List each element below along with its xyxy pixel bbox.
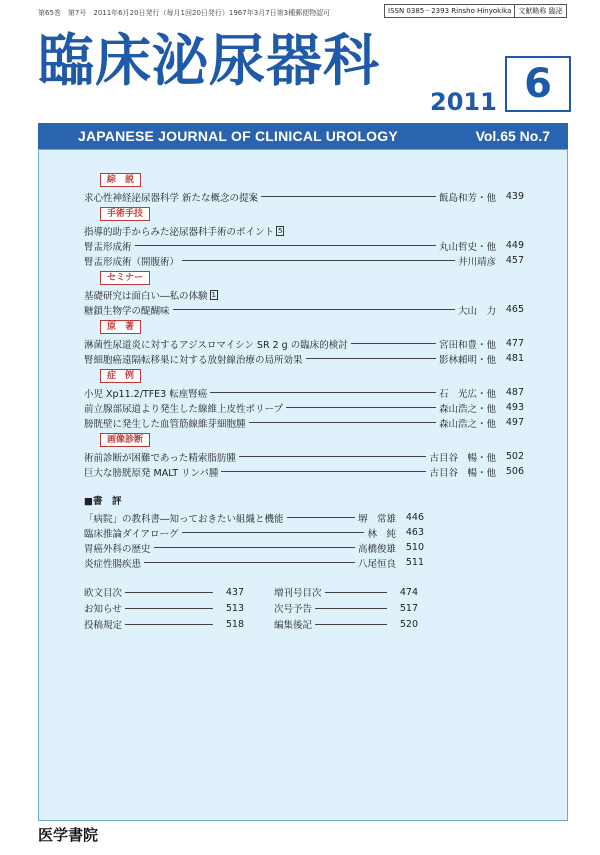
issue-number: 6 <box>505 56 571 112</box>
leader-line <box>173 309 455 310</box>
entry-page: 437 <box>225 586 244 598</box>
entry-page: 457 <box>505 255 524 266</box>
toc-entry[interactable] <box>84 336 524 351</box>
toc-entry[interactable] <box>84 253 524 268</box>
entry-title: 胃癌外科の歴史 <box>84 543 151 555</box>
entry-author: 森山浩之・他 <box>438 403 496 415</box>
leader-line <box>125 592 213 593</box>
entry-page: 439 <box>505 191 524 202</box>
entry-author: 飯島和芳・他 <box>438 192 496 204</box>
leader-line <box>210 392 436 393</box>
entry-author: 古目谷 暢・他 <box>429 452 496 464</box>
publisher-name: 医学書院 <box>38 826 99 844</box>
entry-title: 腎盂形成術（開腹術） <box>84 256 180 268</box>
entry-title: 求心性神経泌尿器科学 新たな概念の提案 <box>84 192 259 204</box>
entry-page: 502 <box>505 451 524 462</box>
leader-line <box>286 407 436 408</box>
entry-author: 堺 常雄 <box>357 513 396 525</box>
entry-title: 腎細胞癌遠隔転移巣に対する放射線治療の局所効果 <box>84 354 303 366</box>
leader-line <box>239 456 427 457</box>
toc-entry[interactable] <box>84 223 524 238</box>
section-label: 綜 説 <box>100 173 141 187</box>
entry-author: 石 光広・他 <box>438 388 496 400</box>
entry-title: 巨大な膀胱原発 MALT リンパ腫 <box>84 467 219 479</box>
toc-entry[interactable] <box>84 238 524 253</box>
entry-title: 臨床推論ダイアローグ <box>84 528 179 540</box>
leader-line <box>182 260 455 261</box>
leader-line <box>125 608 213 609</box>
entry-title: 投稿規定 <box>84 620 123 631</box>
title-band <box>38 123 568 149</box>
year: 2011 <box>430 88 497 116</box>
entry-page: 510 <box>405 542 424 553</box>
section-label: セミナー <box>100 271 150 285</box>
entry-author: 丸山哲史・他 <box>438 241 496 253</box>
entry-title: お知らせ <box>84 604 122 615</box>
entry-page: 481 <box>505 353 524 364</box>
toc-entry[interactable] <box>84 540 424 555</box>
entry-page: 474 <box>399 586 418 598</box>
entry-title: 術前診断が困難であった精索脂肪腫 <box>84 452 236 464</box>
toc-entry[interactable] <box>84 415 524 430</box>
toc-entry[interactable] <box>274 616 418 632</box>
entry-page: 487 <box>505 387 524 398</box>
publication-info: 第65巻 第7号 2011年6月20日発行（毎月1回20日発行）1967年3月7日第3種郵便物認可 <box>38 9 331 17</box>
index-left <box>84 584 244 632</box>
entry-author: 宮田和豊・他 <box>438 339 496 351</box>
entry-page: 520 <box>399 618 418 630</box>
section-label: 画像診断 <box>100 433 150 447</box>
english-title: JAPANESE JOURNAL OF CLINICAL UROLOGY <box>78 128 398 144</box>
toc-entry[interactable] <box>84 616 244 632</box>
leader-line <box>315 624 387 625</box>
book-review <box>84 493 424 570</box>
section-label: 手術手技 <box>100 207 150 221</box>
leader-line <box>249 422 436 423</box>
entry-page: 506 <box>505 466 524 477</box>
entry-author: 林 純 <box>367 528 396 540</box>
entry-title: 次号予告 <box>274 604 313 615</box>
entry-author: 森山浩之・他 <box>438 418 496 430</box>
entry-page: 463 <box>405 527 424 538</box>
leader-line <box>135 245 436 246</box>
index-right <box>274 584 418 632</box>
leader-line <box>315 608 387 609</box>
entry-page: 497 <box>505 417 524 428</box>
entry-title: 欧文目次 <box>84 588 123 599</box>
entry-title: 腎盂形成術 <box>84 241 132 253</box>
toc-entry[interactable] <box>84 510 424 525</box>
entry-author: 古目谷 暢・他 <box>429 467 496 479</box>
entry-title: 前立腺部尿道より発生した線維上皮性ポリープ <box>84 403 284 415</box>
entry-title: 増刊号目次 <box>274 588 322 599</box>
entry-page: 513 <box>225 602 244 614</box>
series-number-badge: 5 <box>278 226 283 235</box>
section-label: 症 例 <box>100 369 141 383</box>
toc-entry[interactable] <box>84 351 524 366</box>
entry-title: 糖鎖生物学の醍醐味 <box>84 305 170 317</box>
leader-line <box>287 517 355 518</box>
issn-box <box>385 4 567 18</box>
entry-title: 指導的助手からみた泌尿器科手術のポイント <box>84 226 275 238</box>
entry-page: 446 <box>405 512 424 523</box>
entry-title: 基礎研究は面白い―私の体験 <box>84 290 208 302</box>
volume-number: Vol.65 No.7 <box>475 128 550 144</box>
entry-author: 大山 力 <box>457 305 496 317</box>
entry-title: 「病院」の教科書―知っておきたい組織と機能 <box>84 513 284 525</box>
book-review-heading: ■書 評 <box>84 496 122 507</box>
entry-page: 493 <box>505 402 524 413</box>
entry-title: 編集後記 <box>274 620 313 631</box>
entry-page: 449 <box>505 240 524 251</box>
entry-author: 八尾恒良 <box>357 558 396 570</box>
toc-entry[interactable] <box>84 555 424 570</box>
entry-page: 511 <box>405 557 424 568</box>
series-number-badge: 1 <box>211 290 216 299</box>
leader-line <box>154 547 355 548</box>
entry-page: 465 <box>505 304 524 315</box>
leader-line <box>221 471 426 472</box>
section-label: 原 著 <box>100 320 141 334</box>
entry-author: 高橋俊雄 <box>357 543 396 555</box>
toc-entry[interactable] <box>84 525 424 540</box>
leader-line <box>306 358 436 359</box>
toc-entry[interactable] <box>84 464 524 479</box>
toc-entry[interactable] <box>84 449 524 464</box>
leader-line <box>144 562 355 563</box>
leader-line <box>125 624 213 625</box>
entry-title: 膀胱壁に発生した血管筋線維芽細胞腫 <box>84 418 246 430</box>
leader-line <box>325 592 387 593</box>
entry-title: 淋菌性尿道炎に対するアジスロマイシン SR 2 g の臨床的検討 <box>84 339 348 351</box>
toc-entry[interactable] <box>274 600 418 616</box>
bunken-abbreviation: 文献略称 臨泌 <box>514 4 566 18</box>
entry-title: 小児 Xp11.2/TFE3 転座腎癌 <box>84 388 208 400</box>
toc-entry[interactable] <box>84 385 524 400</box>
journal-title: 臨床泌尿器科 <box>38 29 380 94</box>
issn: ISSN 0385－2393 Rinsho Hinyokika <box>384 4 515 18</box>
toc-entry[interactable] <box>84 584 244 600</box>
leader-line <box>351 343 436 344</box>
table-of-contents <box>84 170 524 479</box>
entry-page: 517 <box>399 602 418 614</box>
entry-title: 炎症性腸疾患 <box>84 558 142 570</box>
leader-line <box>261 196 436 197</box>
entry-page: 477 <box>505 338 524 349</box>
leader-line <box>182 532 365 533</box>
entry-page: 518 <box>225 618 244 630</box>
toc-entry[interactable] <box>84 302 524 317</box>
entry-author: 影林頼明・他 <box>438 354 496 366</box>
entry-author: 井川靖彦 <box>457 256 496 268</box>
toc-entry[interactable] <box>84 189 524 204</box>
toc-entry[interactable] <box>84 400 524 415</box>
toc-entry[interactable] <box>84 287 524 302</box>
toc-entry[interactable] <box>84 600 244 616</box>
toc-entry[interactable] <box>274 584 418 600</box>
